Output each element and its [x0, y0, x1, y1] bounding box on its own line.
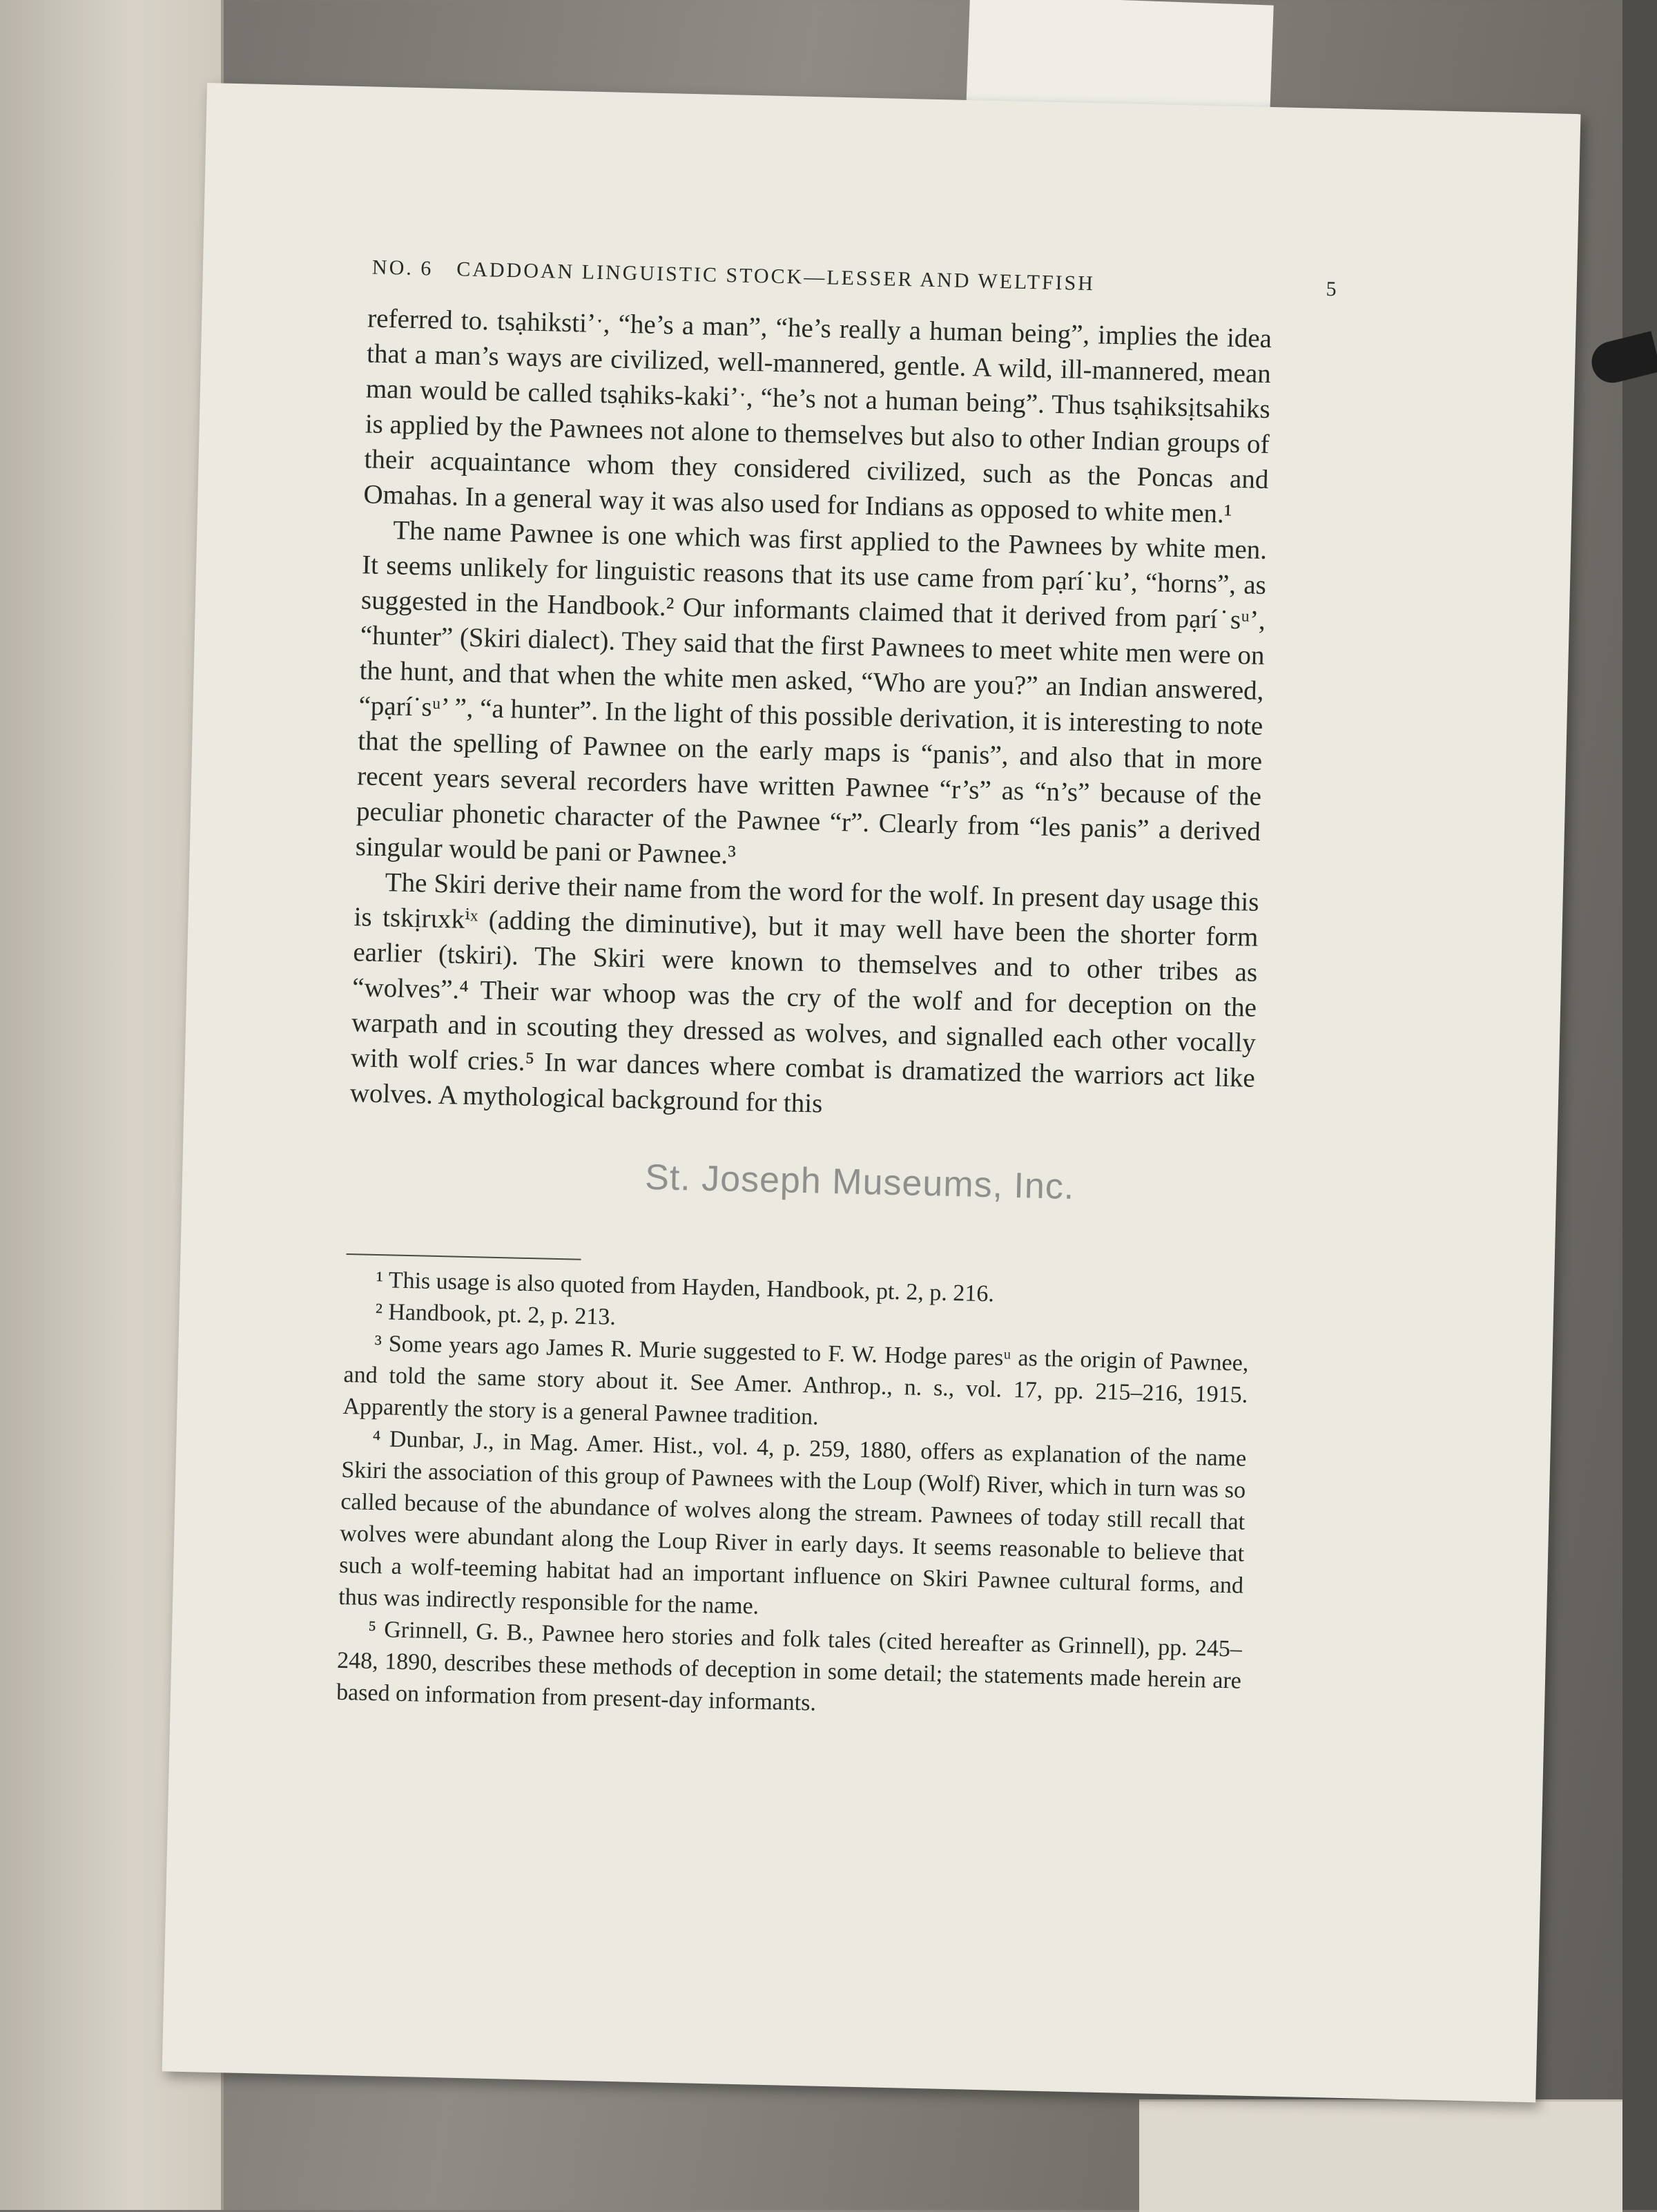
paragraph: The name Pawnee is one which was first applied to the Pawnees by white men. It seems unlikely for linguistic reasons that its use came from pạrí˙ku’, “horns”, as suggested in the Handbook.² Our informants claimed that it derived from pạrí˙sᵘ’, “hunter” (Skiri dialect). They said that the first Pawnees to meet white men were on the hunt, and that when the white men asked, “Who are you?” an Indian answered, “pạrí˙sᵘ’ ”, “a hunter”. In the light of this possible derivation, it is interesting to note that the spelling of Pawnee on the early maps is “panis”, and also that in more recent years several recorders have written Pawnee “r’s” as “n’s” because of the peculiar phonetic character of the Pawnee “r”. Clearly from “les panis” a derived singular would be pani or Pawnee.³ — [355, 515, 1268, 870]
footnote: ⁴ Dunbar, J., in Mag. Amer. Hist., vol. 4, p. 259, 1880, offers as explanation of the name Skiri the association of this group of Pawnees with the Loup (Wolf) River, which in turn was so called because of the abundance of wolves along the stream. Pawnees of today still recall that wolves were abundant along the Loup River in early days. It seems reasonable to believe that such a wolf-teeming habitat had an important influence on Skiri Pawnee cultural forms, and thus was indirectly responsible for the name. — [338, 1425, 1247, 1619]
running-head — [372, 256, 1339, 301]
issue-number: NO. 6 — [371, 256, 434, 280]
paragraph: The Skiri derive their name from the word for the wolf. In present day usage this is tskịrɩxkⁱˣ (adding the diminutive), but it may well have been the shorter form earlier (tskiri). The Skiri were known to themselves and to other tribes as “wolves”.⁴ Their war whoop was the cry of the wolf and for deception on the warpath and in scouting they dressed as wolves, and signalled each other vocally with wolf cries.⁵ In war dances where combat is dramatized the warriors act like wolves. A mythological background for this — [349, 867, 1259, 1119]
footnotes — [336, 1264, 1250, 1729]
paper-stack — [1139, 2099, 1622, 2212]
footnote: ³ Some years ago James R. Murie suggested to F. W. Hodge paresᵘ as the origin of Pawnee, and told the same story about it. See Amer. Anthrop., n. s., vol. 17, pp. 215–216, 1915. Apparently the story is a general Pawnee tradition. — [342, 1330, 1249, 1430]
footnote: ¹ This usage is also quoted from Hayden, Handbook, pt. 2, p. 216. — [376, 1267, 995, 1307]
running-title: CADDOAN LINGUISTIC STOCK—LESSER AND WELTFISH — [456, 258, 1096, 296]
book-page — [162, 83, 1581, 2102]
paragraph: referred to. tsạhiksti’ˑ, “he’s a man”, “he’s really a human being”, implies the idea that a man’s ways are civilized, well-mannered, gentle. A wild, ill-mannered, mean man would be called tsạhiks-kaki’ˑ, “he’s not a human being”. Thus tsạhiksịtsahiks is applied by the Pawnees not alone to themselves but also to other Indian groups of their acquaintance whom they considered civilized, such as the Poncas and Omahas. In a general way it was also used for Indians as opposed to white men.¹ — [363, 303, 1272, 529]
watermark: St. Joseph Museums, Inc. — [644, 1157, 1075, 1207]
body-text — [349, 300, 1272, 1131]
footnote: ² Handbook, pt. 2, p. 213. — [375, 1298, 617, 1330]
footnote: ⁵ Grinnell, G. B., Pawnee hero stories and folk tales (cited hereafter as Grinnell), pp. 245–248, 1890, describes these methods of deception in some detail; the statements made herein are based on information from present-day informants. — [336, 1616, 1243, 1716]
footnote-rule — [347, 1253, 581, 1260]
page-number: 5 — [1326, 277, 1339, 301]
background-surface — [1622, 0, 1657, 2210]
